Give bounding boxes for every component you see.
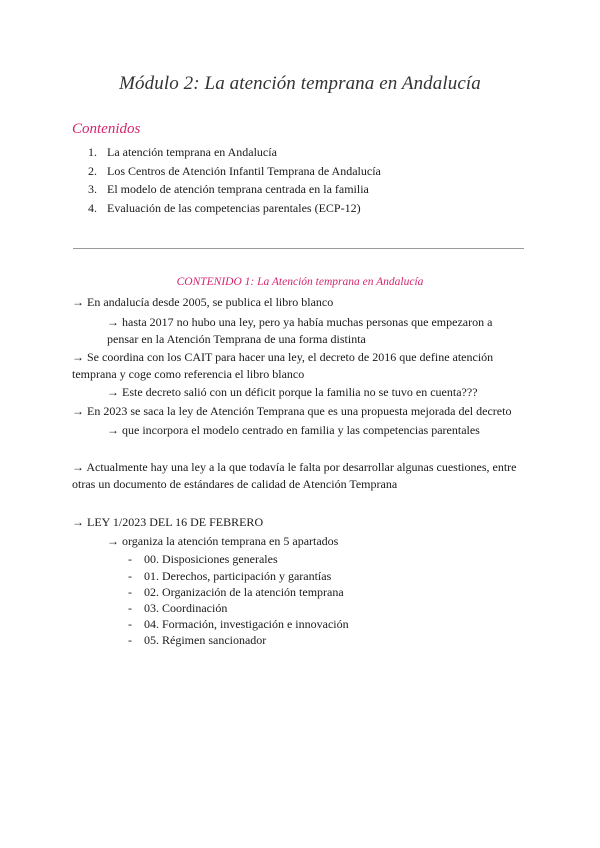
paragraph-organiza: → organiza la atención temprana en 5 apartados <box>107 534 339 548</box>
list-item-label: 02. Organización de la atención temprana <box>144 585 344 599</box>
toc-item-number: 4. <box>88 200 97 215</box>
horizontal-divider <box>73 248 524 249</box>
paragraph-ley-1-2023: → LEY 1/2023 DEL 16 DE FEBRERO <box>72 515 264 529</box>
dash-bullet: - <box>128 617 132 631</box>
toc-item-label: La atención temprana en Andalucía <box>107 145 277 159</box>
contents-heading: Contenidos <box>72 121 141 137</box>
toc-item <box>72 199 381 218</box>
toc-item-number: 3. <box>88 182 97 196</box>
table-of-contents <box>72 143 381 217</box>
dash-bullet: - <box>128 552 132 566</box>
paragraph-hasta-2017: → hasta 2017 no hubo una ley, pero ya había muchas personas que empezaron a pensar en la Atención Temprana de una forma distinta <box>107 315 493 346</box>
toc-item <box>72 180 381 199</box>
toc-item <box>72 143 381 162</box>
paragraph-decreto-2016: → Se coordina con los CAIT para hacer una ley, el decreto de 2016 que define atención temprana y coge como referencia el libro blanco <box>72 350 494 381</box>
paragraph-ley-2023: → En 2023 se saca la ley de Atención Temprana que es una propuesta mejorada del decreto <box>72 404 512 418</box>
dash-bullet: - <box>128 601 132 615</box>
paragraph-libro-blanco: → En andalucía desde 2005, se publica el libro blanco <box>72 295 334 309</box>
toc-item-number: 2. <box>88 163 97 178</box>
paragraph-deficit: → Este decreto salió con un déficit porque la familia no se tuvo en cuenta??? <box>107 385 478 399</box>
list-item-label: 03. Coordinación <box>144 601 228 615</box>
toc-item <box>72 162 381 181</box>
list-item-label: 01. Derechos, participación y garantías <box>144 569 332 583</box>
document-title: Módulo 2: La atención temprana en Andalucía <box>119 73 481 94</box>
dash-bullet: - <box>128 633 132 647</box>
toc-item-number: 1. <box>88 145 97 159</box>
dash-bullet: - <box>128 585 132 599</box>
paragraph-actualmente: → Actualmente hay una ley a la que todavía le falta por desarrollar algunas cuestiones, entre otras un documento de estándares de calidad de Atención Temprana <box>72 460 517 491</box>
section-title: CONTENIDO 1: La Atención temprana en Andalucía <box>176 276 424 288</box>
toc-item-label: El modelo de atención temprana centrada en la familia <box>107 182 369 196</box>
paragraph-modelo-familia: → que incorpora el modelo centrado en familia y las competencias parentales <box>107 423 480 437</box>
toc-item-label: Los Centros de Atención Infantil Temprana de Andalucía <box>107 163 381 178</box>
dash-bullet: - <box>128 569 132 583</box>
list-item-label: 05. Régimen sancionador <box>144 633 267 647</box>
list-item-label: 00. Disposiciones generales <box>144 552 278 566</box>
toc-item-label: Evaluación de las competencias parentales (ECP-12) <box>107 200 361 215</box>
list-item-label: 04. Formación, investigación e innovación <box>144 617 349 631</box>
